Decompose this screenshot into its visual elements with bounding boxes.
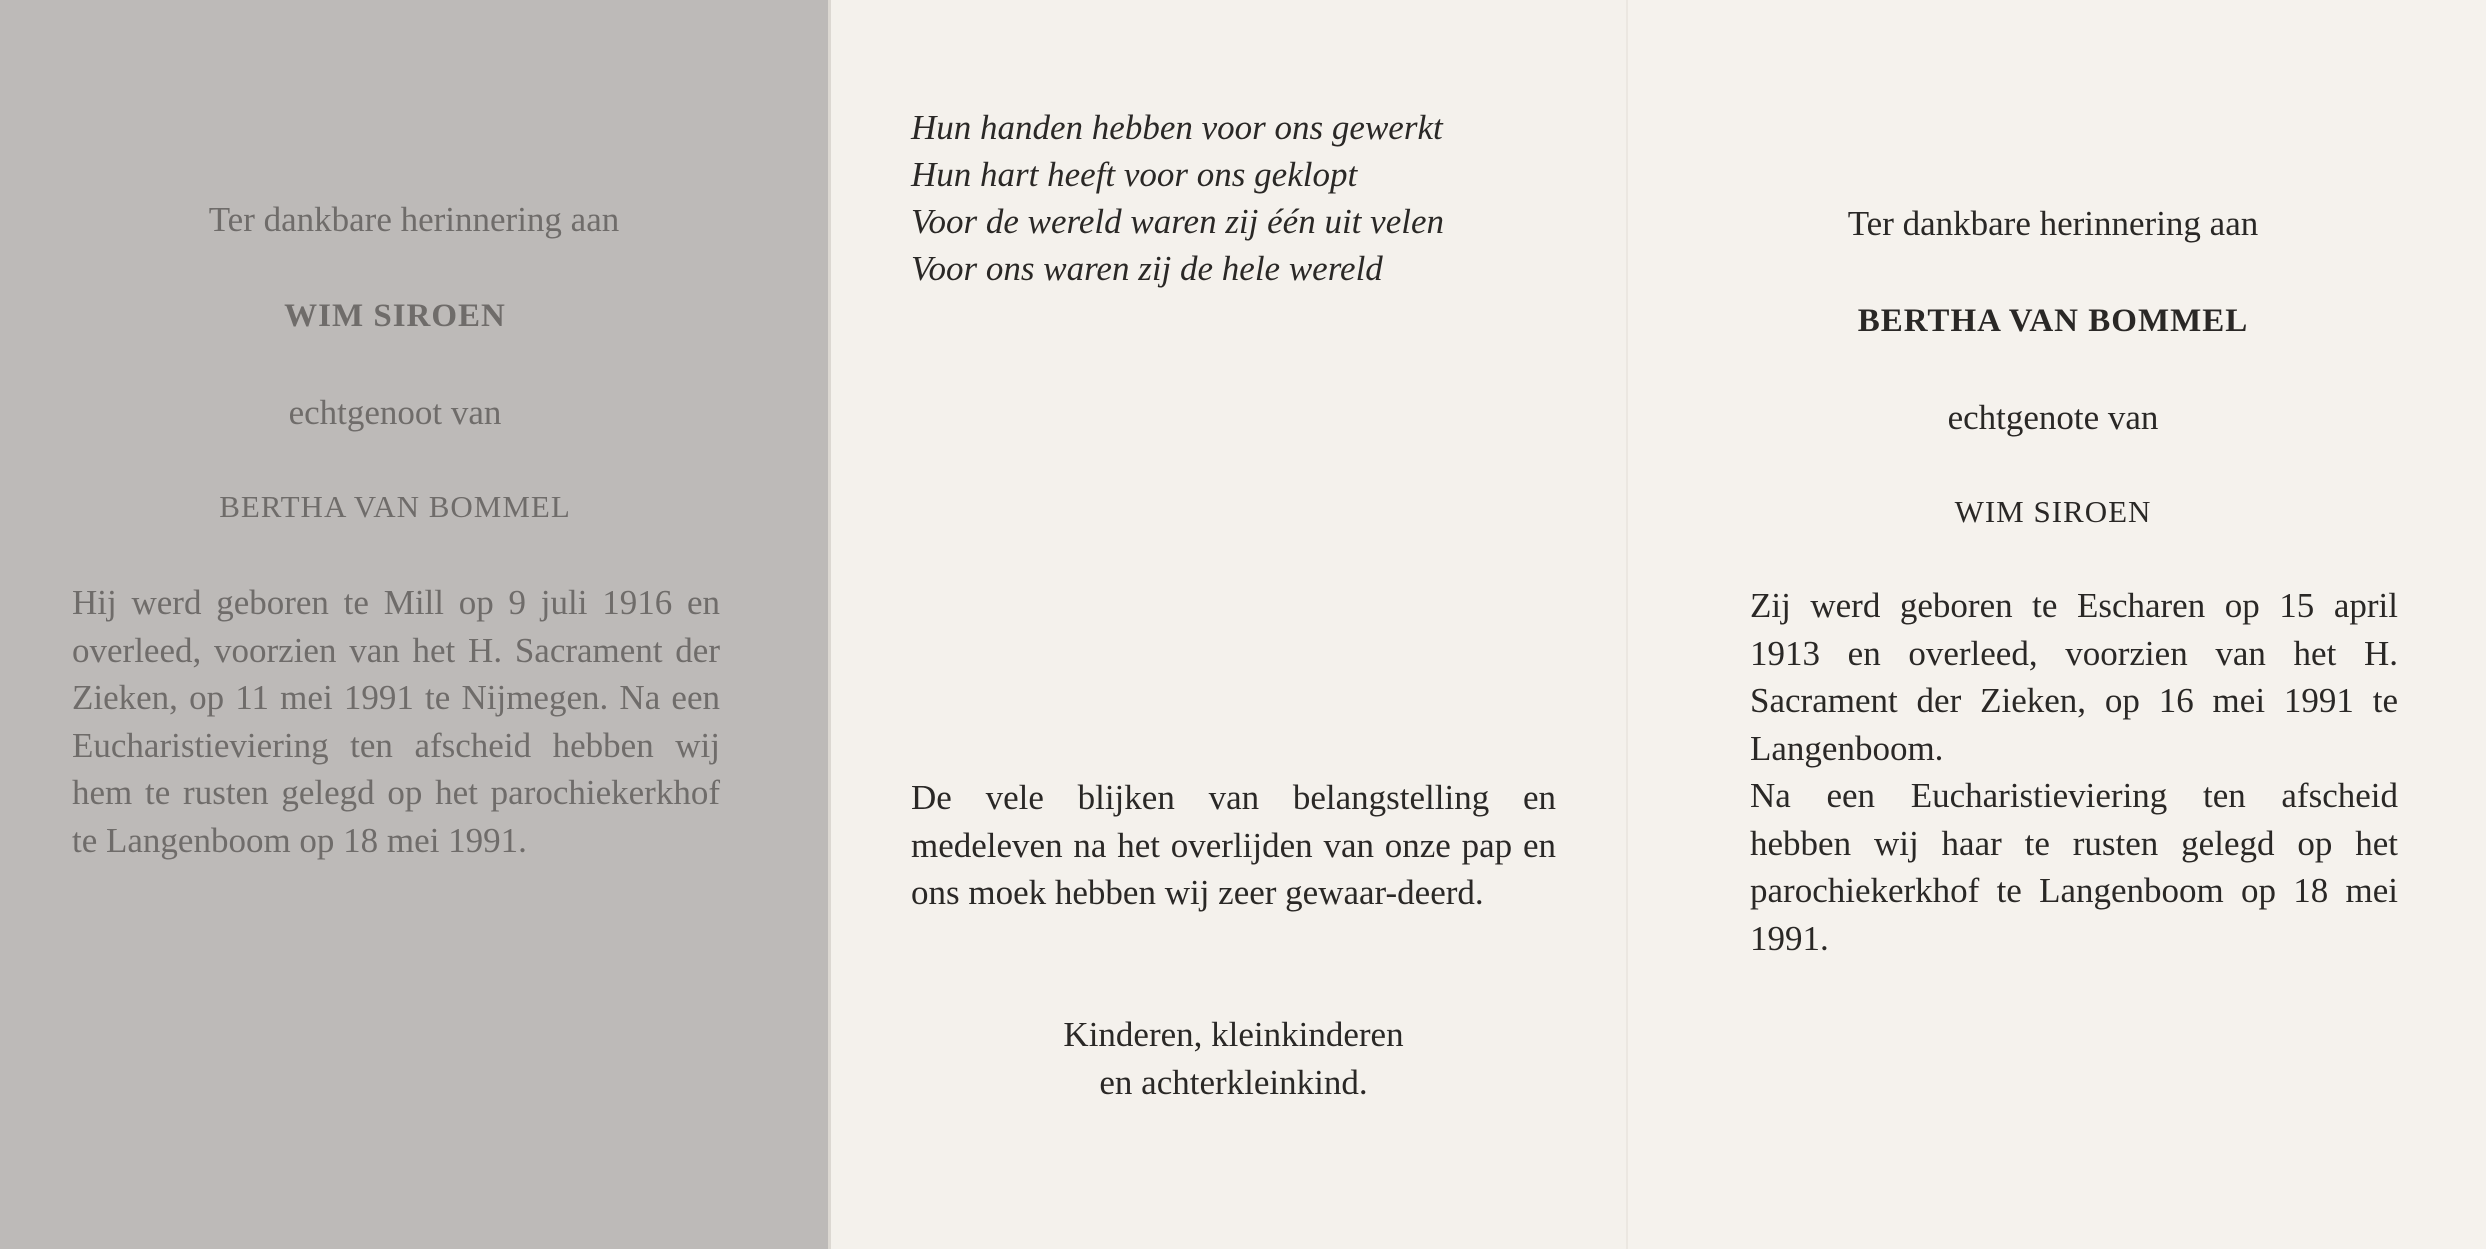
left-relation: echtgenoot van: [288, 393, 502, 432]
right-spouse: WIM SIROEN: [1954, 494, 2152, 529]
signature-line: en achterkleinkind.: [1099, 1063, 1368, 1102]
left-intro: Ter dankbare herinnering aan: [208, 200, 620, 239]
poem-line: Hun hart heeft voor ons geklopt: [911, 155, 1358, 194]
thanks-text: [911, 774, 1556, 917]
signature: [911, 1011, 1556, 1107]
right-relation: echtgenote van: [1947, 398, 2159, 437]
middle-panel: [828, 0, 1626, 1249]
left-spouse: BERTHA VAN BOMMEL: [219, 489, 571, 524]
poem-line: Hun handen hebben voor ons gewerkt: [911, 108, 1443, 147]
poem: [911, 104, 1444, 292]
right-name: BERTHA VAN BOMMEL: [1857, 303, 2249, 339]
left-panel: [0, 0, 828, 1249]
left-body: [72, 579, 720, 864]
poem-line: Voor ons waren zij de hele wereld: [911, 249, 1383, 288]
right-intro: Ter dankbare herinnering aan: [1847, 204, 2259, 243]
poem-line: Voor de wereld waren zij één uit velen: [911, 202, 1444, 241]
left-name: WIM SIROEN: [284, 298, 506, 334]
right-panel: [1626, 0, 2486, 1249]
thanks-paragraph: De vele blijken van belangstelling en medeleven na het overlijden van onze pap en ons moek hebben wij zeer gewaar-deerd.: [911, 778, 1556, 912]
right-body-paragraph-1: Zij werd geboren te Escharen op 15 april 1913 en overleed, voorzien van het H. Sacrament der Zieken, op 16 mei 1991 te Langenboom.: [1750, 586, 2398, 768]
right-body-paragraph-2: Na een Eucharistieviering ten afscheid hebben wij haar te rusten gelegd op het parochiekerkhof te Langenboom op 18 mei 1991.: [1750, 776, 2398, 958]
left-body-text: Hij werd geboren te Mill op 9 juli 1916 en overleed, voorzien van het H. Sacrament der Zieken, op 11 mei 1991 te Nijmegen. Na een Eucharistieviering ten afscheid hebben wij hem te rusten gelegd op het parochiekerkhof te Langenboom op 18 mei 1991.: [72, 583, 720, 860]
signature-line: Kinderen, kleinkinderen: [1063, 1015, 1404, 1054]
right-body: [1750, 582, 2398, 962]
